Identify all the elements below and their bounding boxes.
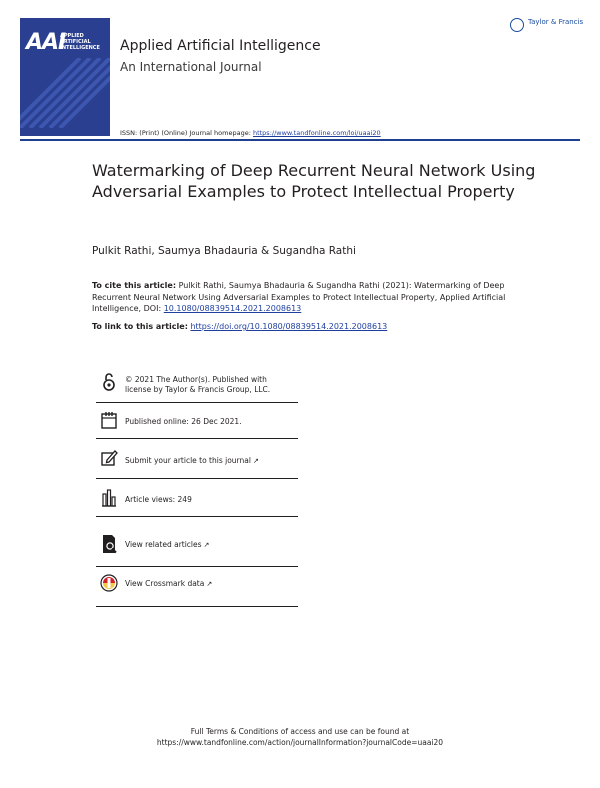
footer-terms: Full Terms & Conditions of access and use can be found at	[190, 727, 410, 736]
related-text[interactable]	[125, 540, 209, 550]
article-title: Watermarking of Deep Recurrent Neural Network Using Adversarial Examples to Protect Intellectual Property	[92, 161, 536, 201]
calendar-icon	[100, 410, 118, 430]
article-authors: Pulkit Rathi, Saumya Bhadauria & Sugandha Rathi	[92, 245, 356, 257]
publisher-name: Taylor & Francis	[528, 18, 584, 26]
journal-cover	[20, 18, 110, 136]
views-text: Article views: 249	[125, 495, 192, 504]
related-label: View related articles	[125, 540, 202, 549]
cite-doi-link[interactable]: 10.1080/08839514.2021.2008613	[163, 304, 302, 313]
cover-stripes	[20, 58, 110, 128]
submit-label: Submit your article to this journal	[125, 456, 251, 465]
article-doi-link[interactable]: https://doi.org/10.1080/08839514.2021.2008613	[190, 322, 388, 331]
info-rule	[96, 606, 298, 607]
crossmark-label: View Crossmark data	[125, 579, 205, 588]
issn-line	[120, 129, 381, 137]
cite-label: To cite this article:	[92, 281, 177, 290]
info-rule	[96, 402, 298, 403]
footer	[0, 726, 600, 748]
info-rule	[96, 438, 298, 439]
publisher-logo-icon	[510, 18, 524, 32]
citation	[92, 280, 532, 315]
link-label: To link to this article:	[92, 322, 188, 331]
external-link-icon: ↗	[203, 541, 210, 549]
bar-chart-icon	[100, 488, 118, 508]
submit-text[interactable]	[125, 456, 259, 466]
article-link-line	[92, 322, 387, 331]
open-access-icon	[100, 372, 118, 392]
external-link-icon: ↗	[252, 457, 259, 465]
issn-label: ISSN: (Print) (Online) Journal homepage:	[120, 129, 251, 137]
publisher-logo[interactable]	[510, 16, 585, 38]
header-rule	[20, 139, 580, 141]
crossmark-icon	[100, 573, 118, 593]
external-link-icon: ↗	[206, 580, 213, 588]
cover-words: APPLIED ARTIFICIAL INTELLIGENCE	[60, 33, 100, 51]
cover-logo: AAI	[26, 30, 66, 55]
crossmark-text[interactable]	[125, 579, 212, 589]
edit-icon	[100, 448, 118, 468]
footer-terms-link[interactable]: https://www.tandfonline.com/action/journalInformation?journalCode=uaai20	[156, 738, 444, 747]
info-rule	[96, 516, 298, 517]
journal-subtitle: An International Journal	[120, 60, 262, 74]
license-text: © 2021 The Author(s). Published with license by Taylor & Francis Group, LLC.	[125, 375, 271, 394]
journal-homepage-link[interactable]: https://www.tandfonline.com/loi/uaai20	[252, 129, 381, 137]
published-text: Published online: 26 Dec 2021.	[125, 417, 242, 426]
info-rule	[96, 566, 298, 567]
info-rule	[96, 478, 298, 479]
journal-title[interactable]: Applied Artificial Intelligence	[120, 38, 321, 54]
document-search-icon	[100, 534, 118, 554]
cite-text: Pulkit Rathi, Saumya Bhadauria & Sugandha Rathi (2021): Watermarking of Deep Recurrent Neural Network Using Adversarial Examples to Protect Intellectual Property, Applied Artificial Intelligence, DOI:	[92, 281, 506, 313]
